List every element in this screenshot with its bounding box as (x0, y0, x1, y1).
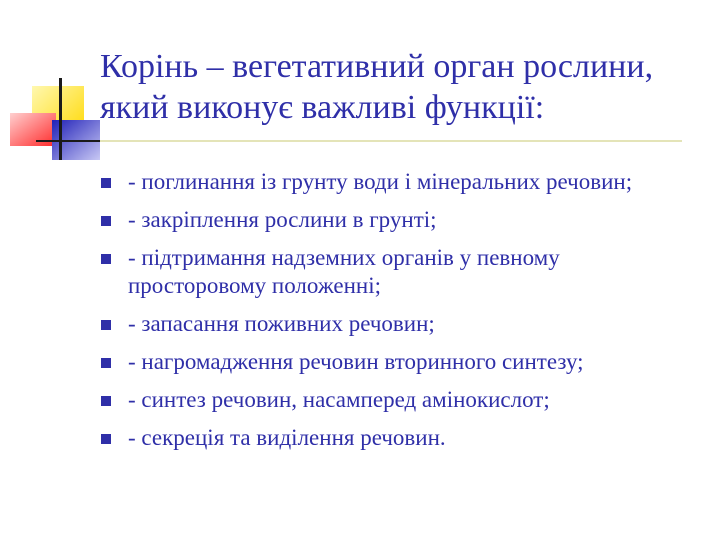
bullet-item (100, 424, 700, 452)
divider-accent-line (36, 140, 100, 142)
slide-title: Корінь – вегетативний орган рослини, який виконує важливі функції: (100, 48, 654, 126)
title-divider-line (36, 140, 682, 142)
bullet-text: - запасання поживних речовин; (128, 311, 435, 336)
vertical-accent-line (59, 78, 62, 160)
bullet-text: - синтез речовин, насамперед амінокислот; (128, 387, 550, 412)
bullet-item (100, 348, 700, 376)
square-bullet-icon (101, 320, 111, 330)
bullet-item (100, 206, 700, 234)
square-bullet-icon (101, 254, 111, 264)
bullet-list (100, 168, 700, 462)
bullet-text: - закріплення рослини в грунті; (128, 207, 437, 232)
bullet-item (100, 386, 700, 414)
bullet-item (100, 168, 700, 196)
square-bullet-icon (101, 178, 111, 188)
bullet-text: - нагромадження речовин вторинного синтезу; (128, 349, 584, 374)
bullet-text: - поглинання із грунту води і мінеральних речовин; (128, 169, 633, 194)
bullet-item (100, 244, 700, 300)
bullet-text: - підтримання надземних органів у певному просторовому положенні; (128, 245, 560, 298)
bullet-item (100, 310, 700, 338)
square-bullet-icon (101, 434, 111, 444)
square-bullet-icon (101, 358, 111, 368)
square-bullet-icon (101, 396, 111, 406)
bullet-text: - секреція та виділення речовин. (128, 425, 446, 450)
square-bullet-icon (101, 216, 111, 226)
